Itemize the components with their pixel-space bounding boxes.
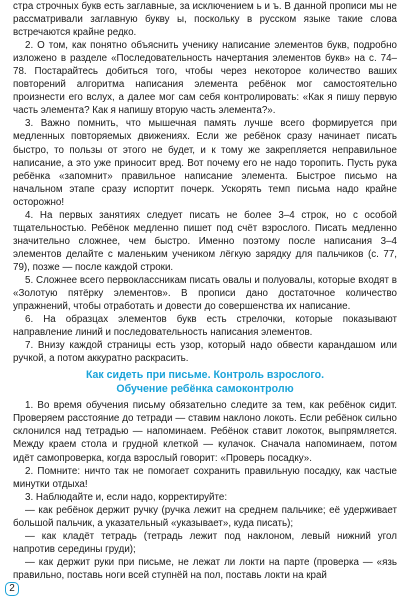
section-heading-line-1: Как сидеть при письме. Контроль взрослого.	[85, 369, 325, 382]
section-paragraph-3: 3. Наблюдайте и, если надо, корректируйте:	[25, 491, 228, 503]
section-paragraph-2: 2. Помните: ничто так не помогает сохранить правильную посадку, как частые минутки отдыха!	[13, 465, 397, 490]
section-heading	[13, 369, 397, 396]
list-item-notebook: — как кладёт тетрадь (тетрадь лежит под наклоном, левый нижний угол напротив середины груди);	[13, 530, 397, 555]
paragraph-7: 7. Внизу каждой страницы есть узор, который надо обвести карандашом или ручкой, а потом аккуратно раскрасить.	[13, 340, 397, 365]
page-number: 2	[5, 582, 19, 596]
section-paragraph-1: 1. Во время обучения письму обязательно следите за тем, как ребёнок сидит. Проверяем расстояние до тетради — ставим наклоно локоть. Если ребёнок сильно склонился над тетрадью — напоминаем. Ребёнок ставит локоток, выпрямляется. Между краем стола и грудной клеткой — кулачок. Сначала напоминаем, потом идёт самопроверка, когда взрослый говорит: «Проверь посадку».	[13, 400, 397, 464]
paragraph-4: 4. На первых занятиях следует писать не более 3–4 строк, но с особой тщательностью. Ребёнок медленно пишет под счёт взрослого. Писать медленно значительно сложнее, чем быстро. Именно поэтому после написания 3–4 элементов делайте с маленьким учеником лёгкую зарядку для пальчиков (с. 77, 79), позже — после каждой строки.	[13, 209, 397, 273]
paragraph-5: 5. Сложнее всего первоклассникам писать овалы и полуовалы, которые входят в «Золотую пятёрку элементов». В прописи дано достаточное количество упражнений, чтобы отработать и довести до совершенства их написание.	[13, 274, 397, 313]
paragraph-6: 6. На образцах элементов букв есть стрелочки, которые показывают направление линий и последовательность написания элементов.	[13, 314, 397, 339]
list-item-hands: — как держит руки при письме, не лежат ли локти на парте (проверка — «язь правильно, поставь ноги всей ступнёй на пол, поставь локти на край	[13, 556, 397, 581]
paragraph-2: 2. О том, как понятно объяснить ученику написание элементов букв, подробно изложено в разделе «Последовательность начертания элементов букв» на с. 74–78. Постарайтесь добиться того, чтобы через некоторое количество ваших повторений алгоритма написания элемента ребёнок мог самостоятельно произнести его вслух, а далее мог сам себя контролировать: «Как я пишу первую часть элемента? Как я напишу вторую часть элемента?».	[13, 40, 397, 117]
paragraph-3: 3. Важно помнить, что мышечная память лучше всего формируется при медленных повторяемых движениях. Если же ребёнок сразу начинает писать быстро, то пользы от этого не будет, и к тому же закрепляется неправильное написание, а это уже приносит вред. Вот почему его не надо торопить. Пусть рука ребёнка «запомнит» правильное написание элемента. Быстрое письмо на начальном этапе сразу испортит почерк. Ускорять темп письма надо крайне осторожно!	[13, 118, 397, 208]
section-heading-line-2: Обучение ребёнка самоконтролю	[116, 382, 294, 395]
paragraph-continued: стра строчных букв есть заглавные, за исключением ь и ъ. В данной прописи мы не рассматривали заглавную букву ы, поскольку в русском языке такие слова встречаются крайне редко.	[13, 1, 397, 39]
page-body	[13, 0, 397, 582]
section-paragraphs	[13, 399, 397, 582]
intro-paragraphs	[13, 0, 397, 365]
list-item-pen-grip: — как ребёнок держит ручку (ручка лежит на среднем пальчике; её удерживает большой пальчик, а указательный «указывает», куда писать);	[13, 504, 397, 529]
